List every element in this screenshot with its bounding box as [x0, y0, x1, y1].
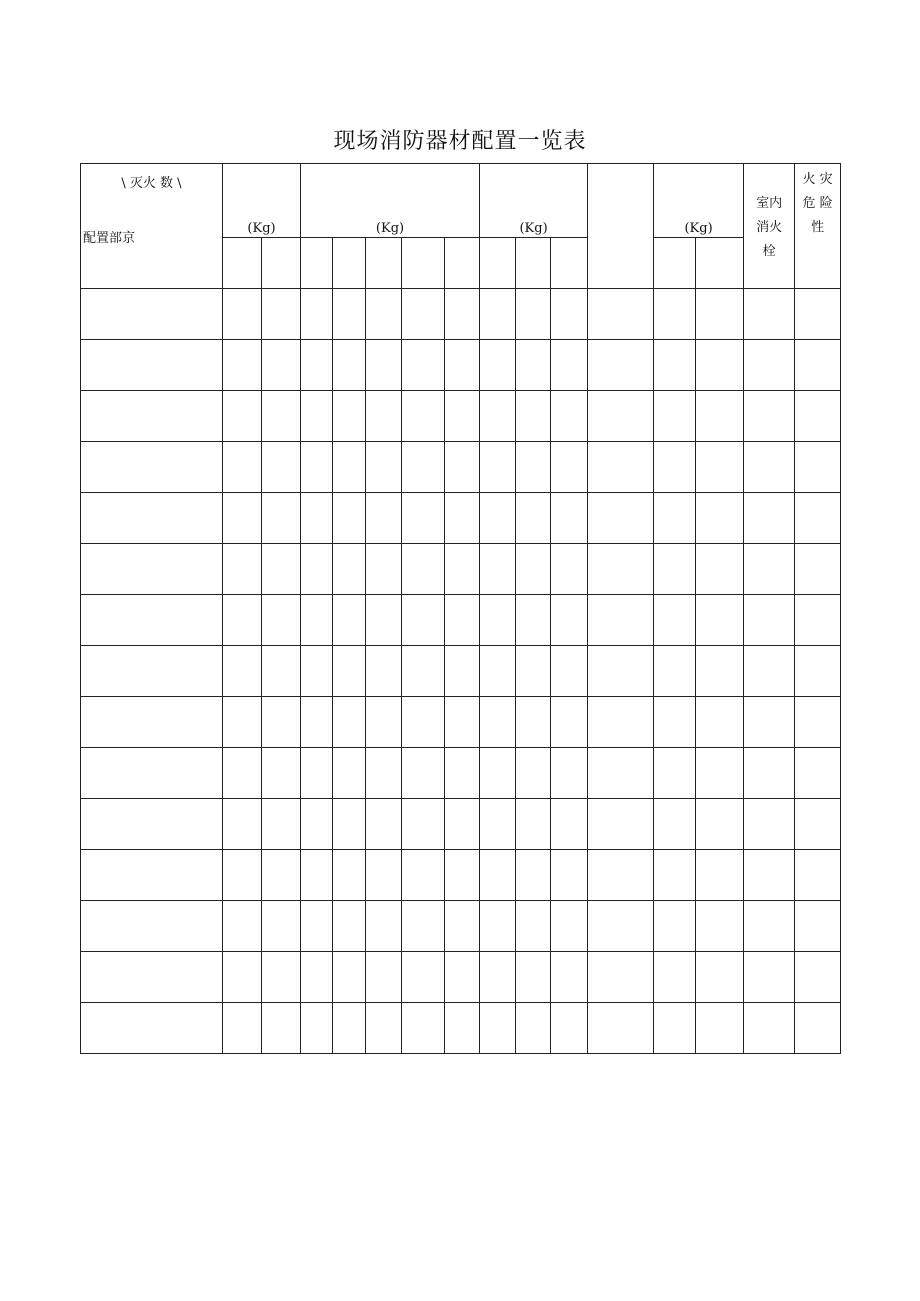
department-cell[interactable] [81, 850, 223, 901]
table-row [81, 697, 841, 748]
count-cell[interactable] [588, 544, 654, 595]
count-cell[interactable] [588, 850, 654, 901]
count-cell[interactable] [654, 289, 696, 340]
count-cell[interactable] [480, 1002, 516, 1053]
count-cell[interactable] [223, 850, 262, 901]
count-cell[interactable] [366, 442, 402, 493]
count-cell[interactable] [795, 442, 841, 493]
count-cell[interactable] [516, 951, 551, 1002]
count-cell[interactable] [696, 442, 744, 493]
count-cell[interactable] [366, 340, 402, 391]
count-cell[interactable] [744, 493, 795, 544]
count-cell[interactable] [795, 901, 841, 952]
subheader-cell [402, 238, 445, 289]
count-cell[interactable] [223, 799, 262, 850]
count-cell[interactable] [516, 646, 551, 697]
count-cell[interactable] [588, 289, 654, 340]
count-cell[interactable] [402, 442, 445, 493]
table-row [81, 646, 841, 697]
count-cell[interactable] [445, 493, 480, 544]
count-cell[interactable] [262, 1002, 301, 1053]
count-cell[interactable] [262, 391, 301, 442]
count-cell[interactable] [223, 646, 262, 697]
count-cell[interactable] [480, 442, 516, 493]
count-cell[interactable] [223, 289, 262, 340]
count-cell[interactable] [262, 442, 301, 493]
count-cell[interactable] [366, 850, 402, 901]
count-cell[interactable] [551, 799, 588, 850]
count-cell[interactable] [223, 748, 262, 799]
subheader-cell [696, 238, 744, 289]
count-cell[interactable] [696, 697, 744, 748]
count-cell[interactable] [588, 1002, 654, 1053]
count-cell[interactable] [516, 340, 551, 391]
count-cell[interactable] [480, 544, 516, 595]
table-row [81, 799, 841, 850]
count-cell[interactable] [795, 850, 841, 901]
count-cell[interactable] [744, 391, 795, 442]
count-cell[interactable] [301, 799, 333, 850]
count-cell[interactable] [402, 697, 445, 748]
count-cell[interactable] [366, 901, 402, 952]
count-cell[interactable] [366, 544, 402, 595]
count-cell[interactable] [402, 748, 445, 799]
count-cell[interactable] [480, 850, 516, 901]
count-cell[interactable] [366, 951, 402, 1002]
subheader-cell [480, 238, 516, 289]
count-cell[interactable] [795, 493, 841, 544]
count-cell[interactable] [654, 1002, 696, 1053]
count-cell[interactable] [333, 901, 366, 952]
count-cell[interactable] [744, 850, 795, 901]
count-cell[interactable] [551, 697, 588, 748]
hazard-header [795, 164, 841, 289]
count-cell[interactable] [588, 951, 654, 1002]
count-cell[interactable] [333, 850, 366, 901]
count-cell[interactable] [262, 951, 301, 1002]
count-cell[interactable] [366, 748, 402, 799]
count-cell[interactable] [696, 901, 744, 952]
table-row [81, 391, 841, 442]
count-cell[interactable] [551, 901, 588, 952]
count-cell[interactable] [366, 595, 402, 646]
hydrant-label: 室内 消火 栓 [756, 196, 783, 259]
count-cell[interactable] [551, 748, 588, 799]
count-cell[interactable] [301, 595, 333, 646]
department-cell[interactable] [81, 646, 223, 697]
count-cell[interactable] [223, 595, 262, 646]
count-cell[interactable] [445, 748, 480, 799]
count-cell[interactable] [516, 901, 551, 952]
subheader-cell [262, 238, 301, 289]
count-cell[interactable] [551, 544, 588, 595]
department-cell[interactable] [81, 289, 223, 340]
count-cell[interactable] [654, 493, 696, 544]
count-cell[interactable] [795, 748, 841, 799]
count-cell[interactable] [744, 1002, 795, 1053]
department-cell[interactable] [81, 340, 223, 391]
count-cell[interactable] [588, 748, 654, 799]
count-cell[interactable] [333, 595, 366, 646]
count-cell[interactable] [795, 544, 841, 595]
count-cell[interactable] [795, 1002, 841, 1053]
count-cell[interactable] [333, 442, 366, 493]
department-cell[interactable] [81, 391, 223, 442]
table-row [81, 442, 841, 493]
subheader-cell [654, 238, 696, 289]
subheader-cell [223, 238, 262, 289]
count-cell[interactable] [795, 289, 841, 340]
count-cell[interactable] [744, 340, 795, 391]
count-cell[interactable] [301, 850, 333, 901]
count-cell[interactable] [588, 595, 654, 646]
count-cell[interactable] [654, 595, 696, 646]
count-cell[interactable] [402, 951, 445, 1002]
count-cell[interactable] [301, 748, 333, 799]
count-cell[interactable] [333, 289, 366, 340]
subheader-cell [366, 238, 402, 289]
count-cell[interactable] [262, 289, 301, 340]
count-cell[interactable] [402, 289, 445, 340]
count-cell[interactable] [366, 493, 402, 544]
count-cell[interactable] [301, 1002, 333, 1053]
count-cell[interactable] [445, 544, 480, 595]
count-cell[interactable] [551, 951, 588, 1002]
count-cell[interactable] [333, 340, 366, 391]
count-cell[interactable] [445, 391, 480, 442]
count-cell[interactable] [696, 595, 744, 646]
count-cell[interactable] [516, 391, 551, 442]
count-cell[interactable] [795, 391, 841, 442]
count-cell[interactable] [588, 340, 654, 391]
count-cell[interactable] [654, 901, 696, 952]
count-cell[interactable] [333, 748, 366, 799]
count-cell[interactable] [516, 1002, 551, 1053]
subheader-cell [516, 238, 551, 289]
count-cell[interactable] [516, 442, 551, 493]
count-cell[interactable] [480, 646, 516, 697]
count-cell[interactable] [402, 493, 445, 544]
count-cell[interactable] [480, 901, 516, 952]
count-cell[interactable] [516, 544, 551, 595]
department-cell[interactable] [81, 799, 223, 850]
count-cell[interactable] [402, 850, 445, 901]
count-cell[interactable] [696, 493, 744, 544]
count-cell[interactable] [223, 391, 262, 442]
count-cell[interactable] [744, 442, 795, 493]
count-cell[interactable] [301, 442, 333, 493]
count-cell[interactable] [262, 340, 301, 391]
count-cell[interactable] [262, 493, 301, 544]
count-cell[interactable] [516, 595, 551, 646]
count-cell[interactable] [795, 799, 841, 850]
count-cell[interactable] [480, 951, 516, 1002]
subheader-cell [333, 238, 366, 289]
count-cell[interactable] [516, 850, 551, 901]
count-cell[interactable] [301, 951, 333, 1002]
equipment-table [80, 163, 841, 1054]
subheader-cell [445, 238, 480, 289]
count-cell[interactable] [551, 442, 588, 493]
count-cell[interactable] [588, 697, 654, 748]
count-cell[interactable] [333, 646, 366, 697]
department-cell[interactable] [81, 493, 223, 544]
count-cell[interactable] [795, 951, 841, 1002]
count-cell[interactable] [516, 289, 551, 340]
department-cell[interactable] [81, 748, 223, 799]
count-cell[interactable] [366, 1002, 402, 1053]
count-cell[interactable] [696, 1002, 744, 1053]
count-cell[interactable] [223, 951, 262, 1002]
count-cell[interactable] [366, 697, 402, 748]
count-cell[interactable] [333, 1002, 366, 1053]
count-cell[interactable] [744, 748, 795, 799]
count-cell[interactable] [262, 748, 301, 799]
count-cell[interactable] [333, 951, 366, 1002]
count-cell[interactable] [480, 595, 516, 646]
count-cell[interactable] [223, 544, 262, 595]
count-cell[interactable] [402, 901, 445, 952]
count-cell[interactable] [223, 697, 262, 748]
count-cell[interactable] [402, 391, 445, 442]
count-cell[interactable] [445, 646, 480, 697]
table-row [81, 951, 841, 1002]
count-cell[interactable] [654, 646, 696, 697]
count-cell[interactable] [795, 646, 841, 697]
count-cell[interactable] [262, 595, 301, 646]
unit-header-4: (Kg) [654, 164, 744, 238]
count-cell[interactable] [744, 697, 795, 748]
count-cell[interactable] [588, 799, 654, 850]
count-cell[interactable] [551, 850, 588, 901]
count-cell[interactable] [333, 799, 366, 850]
count-cell[interactable] [402, 544, 445, 595]
count-cell[interactable] [223, 442, 262, 493]
count-cell[interactable] [480, 697, 516, 748]
unit-header-2: (Kg) [301, 164, 480, 238]
count-cell[interactable] [588, 442, 654, 493]
count-cell[interactable] [366, 289, 402, 340]
count-cell[interactable] [744, 951, 795, 1002]
count-cell[interactable] [654, 748, 696, 799]
department-cell[interactable] [81, 697, 223, 748]
count-cell[interactable] [333, 697, 366, 748]
count-cell[interactable] [654, 442, 696, 493]
count-cell[interactable] [402, 1002, 445, 1053]
count-cell[interactable] [551, 493, 588, 544]
department-cell[interactable] [81, 951, 223, 1002]
count-cell[interactable] [588, 493, 654, 544]
count-cell[interactable] [262, 799, 301, 850]
blank-header-cell [588, 164, 654, 289]
count-cell[interactable] [516, 493, 551, 544]
table-row [81, 595, 841, 646]
count-cell[interactable] [654, 697, 696, 748]
hazard-label: 火 灾 危 险 性 [802, 172, 833, 235]
count-cell[interactable] [333, 544, 366, 595]
count-cell[interactable] [696, 391, 744, 442]
count-cell[interactable] [445, 595, 480, 646]
count-cell[interactable] [445, 1002, 480, 1053]
count-cell[interactable] [333, 391, 366, 442]
page-title: 现场消防器材配置一览表 [333, 129, 587, 154]
department-cell[interactable] [81, 442, 223, 493]
count-cell[interactable] [551, 289, 588, 340]
count-cell[interactable] [223, 340, 262, 391]
count-cell[interactable] [795, 697, 841, 748]
count-cell[interactable] [301, 493, 333, 544]
count-cell[interactable] [654, 951, 696, 1002]
table-row [81, 340, 841, 391]
count-cell[interactable] [744, 289, 795, 340]
count-cell[interactable] [262, 850, 301, 901]
count-cell[interactable] [696, 544, 744, 595]
unit-header-3: (Kg) [480, 164, 588, 238]
count-cell[interactable] [744, 646, 795, 697]
count-cell[interactable] [445, 289, 480, 340]
count-cell[interactable] [654, 544, 696, 595]
count-cell[interactable] [445, 442, 480, 493]
count-cell[interactable] [366, 799, 402, 850]
count-cell[interactable] [654, 799, 696, 850]
count-cell[interactable] [402, 340, 445, 391]
table-row [81, 1002, 841, 1053]
count-cell[interactable] [696, 748, 744, 799]
count-cell[interactable] [744, 544, 795, 595]
count-cell[interactable] [744, 901, 795, 952]
count-cell[interactable] [301, 340, 333, 391]
corner-bottom-label: 配置部京 [83, 231, 136, 246]
department-cell[interactable] [81, 901, 223, 952]
count-cell[interactable] [333, 493, 366, 544]
count-cell[interactable] [744, 595, 795, 646]
count-cell[interactable] [480, 391, 516, 442]
count-cell[interactable] [223, 901, 262, 952]
subheader-cell [301, 238, 333, 289]
count-cell[interactable] [516, 799, 551, 850]
count-cell[interactable] [588, 391, 654, 442]
count-cell[interactable] [445, 901, 480, 952]
count-cell[interactable] [301, 697, 333, 748]
count-cell[interactable] [301, 646, 333, 697]
count-cell[interactable] [223, 493, 262, 544]
corner-top-label: \ 灭火 数 \ [121, 176, 182, 191]
count-cell[interactable] [402, 646, 445, 697]
count-cell[interactable] [744, 799, 795, 850]
count-cell[interactable] [696, 850, 744, 901]
count-cell[interactable] [654, 391, 696, 442]
count-cell[interactable] [402, 595, 445, 646]
count-cell[interactable] [262, 697, 301, 748]
count-cell[interactable] [262, 646, 301, 697]
table-row [81, 850, 841, 901]
count-cell[interactable] [402, 799, 445, 850]
hydrant-header [744, 164, 795, 289]
table-row [81, 544, 841, 595]
count-cell[interactable] [366, 646, 402, 697]
count-cell[interactable] [301, 901, 333, 952]
count-cell[interactable] [445, 850, 480, 901]
count-cell[interactable] [795, 595, 841, 646]
count-cell[interactable] [301, 289, 333, 340]
table-row [81, 289, 841, 340]
department-cell[interactable] [81, 544, 223, 595]
table-row [81, 748, 841, 799]
count-cell[interactable] [551, 646, 588, 697]
count-cell[interactable] [516, 748, 551, 799]
count-cell[interactable] [516, 697, 551, 748]
department-cell[interactable] [81, 595, 223, 646]
count-cell[interactable] [480, 748, 516, 799]
count-cell[interactable] [588, 646, 654, 697]
corner-header-cell [81, 164, 223, 289]
count-cell[interactable] [696, 799, 744, 850]
count-cell[interactable] [366, 391, 402, 442]
table-row [81, 901, 841, 952]
count-cell[interactable] [654, 340, 696, 391]
subheader-cell [551, 238, 588, 289]
count-cell[interactable] [795, 340, 841, 391]
count-cell[interactable] [480, 799, 516, 850]
count-cell[interactable] [445, 951, 480, 1002]
count-cell[interactable] [551, 340, 588, 391]
count-cell[interactable] [445, 697, 480, 748]
count-cell[interactable] [480, 493, 516, 544]
count-cell[interactable] [301, 391, 333, 442]
count-cell[interactable] [696, 951, 744, 1002]
count-cell[interactable] [262, 544, 301, 595]
count-cell[interactable] [696, 289, 744, 340]
count-cell[interactable] [696, 646, 744, 697]
count-cell[interactable] [654, 850, 696, 901]
count-cell[interactable] [445, 799, 480, 850]
unit-header-1: (Kg) [223, 164, 301, 238]
count-cell[interactable] [551, 1002, 588, 1053]
count-cell[interactable] [696, 340, 744, 391]
count-cell[interactable] [445, 340, 480, 391]
count-cell[interactable] [480, 289, 516, 340]
count-cell[interactable] [480, 340, 516, 391]
count-cell[interactable] [551, 595, 588, 646]
count-cell[interactable] [551, 391, 588, 442]
count-cell[interactable] [588, 901, 654, 952]
count-cell[interactable] [223, 1002, 262, 1053]
department-cell[interactable] [81, 1002, 223, 1053]
table-row [81, 493, 841, 544]
count-cell[interactable] [301, 544, 333, 595]
count-cell[interactable] [262, 901, 301, 952]
